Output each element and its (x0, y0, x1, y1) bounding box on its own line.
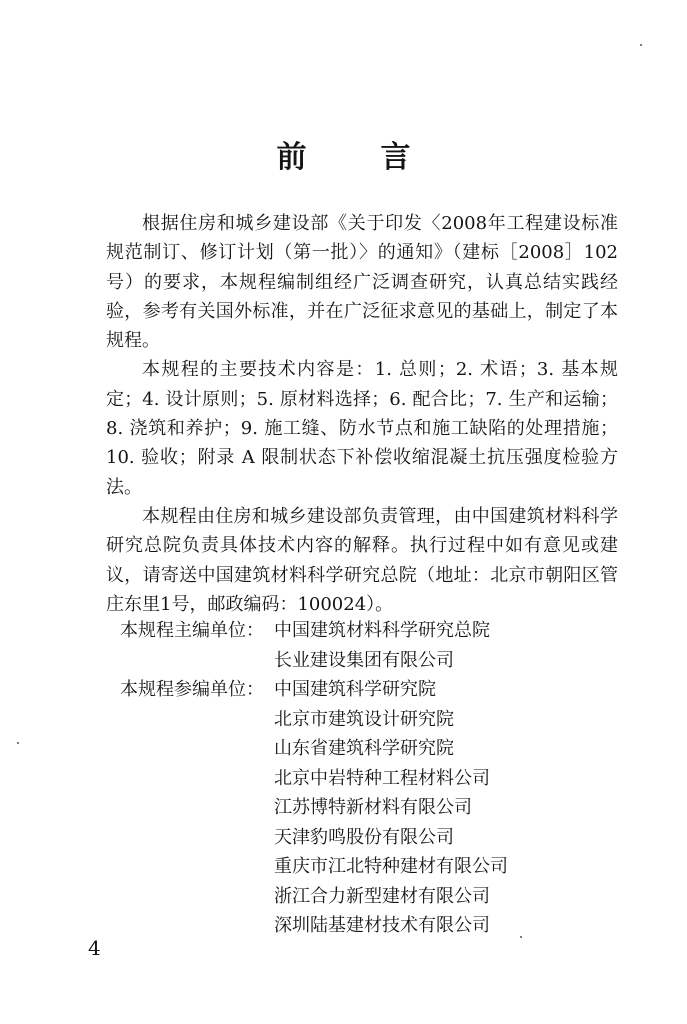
participating-editor-row (120, 852, 620, 882)
participating-editor-unit: 深圳陆基建材技术有限公司 (274, 915, 490, 936)
chief-editor-label: 本规程主编单位： (120, 620, 264, 641)
chief-editor-row (120, 616, 620, 646)
scan-speck (17, 742, 19, 744)
participating-editor-unit: 北京中岩特种工程材料公司 (274, 767, 490, 789)
participating-editor-row (120, 823, 620, 853)
participating-editor-row (120, 793, 620, 823)
chief-editor-unit: 长业建设集团有限公司 (274, 649, 454, 671)
participating-editor-unit: 重庆市江北特种建材有限公司 (274, 856, 508, 877)
participating-editor-unit: 中国建筑科学研究院 (274, 679, 436, 700)
paragraph-contents: 本规程的主要技术内容是：1. 总则；2. 术语；3. 基本规定；4. 设计原则；5. 原材料选择；6. 配合比；7. 生产和运输；8. 浇筑和养护；9. 施工缝、防水节点和施工缺陷的处理措施；10. 验收；附录 A 限制状态下补偿收缩混凝土抗压强度检验方法。 (106, 359, 618, 498)
chief-editor-unit: 中国建筑材料科学研究总院 (274, 620, 490, 641)
participating-editor-unit: 山东省建筑科学研究院 (274, 738, 454, 759)
scan-speck (520, 936, 522, 938)
participating-editor-unit: 天津豹鸣股份有限公司 (274, 826, 454, 848)
participating-editor-unit: 北京市建筑设计研究院 (274, 708, 454, 730)
chief-editor-row (120, 646, 620, 676)
participating-editor-row (120, 675, 620, 705)
participating-editor-label: 本规程参编单位： (120, 679, 264, 700)
scan-speck (640, 44, 642, 46)
participating-editor-row (120, 882, 620, 912)
participating-editor-row (120, 911, 620, 941)
foreword-body (106, 209, 618, 619)
participating-editor-row (120, 734, 620, 764)
participating-editor-row (120, 705, 620, 735)
paragraph-background: 根据住房和城乡建设部《关于印发〈2008年工程建设标准规范制订、修订计划（第一批）〉的通知》（建标［2008］102号）的要求，本规程编制组经广泛调查研究，认真总结实践经验，参考有关国外标准，并在广泛征求意见的基础上，制定了本规程。 (106, 213, 618, 352)
paragraph-management: 本规程由住房和城乡建设部负责管理，由中国建筑材料科学研究总院负责具体技术内容的解释。执行过程中如有意见或建议，请寄送中国建筑材料科学研究总院（地址：北京市朝阳区管庄东里1号，邮政编码：100024）。 (106, 505, 618, 615)
page-title: 前 言 (276, 140, 433, 175)
page-number: 4 (88, 936, 101, 960)
participating-editor-unit: 江苏博特新材料有限公司 (274, 797, 472, 818)
participating-editor-unit: 浙江合力新型建材有限公司 (274, 885, 490, 907)
editor-units (120, 616, 620, 941)
participating-editor-row (120, 764, 620, 794)
